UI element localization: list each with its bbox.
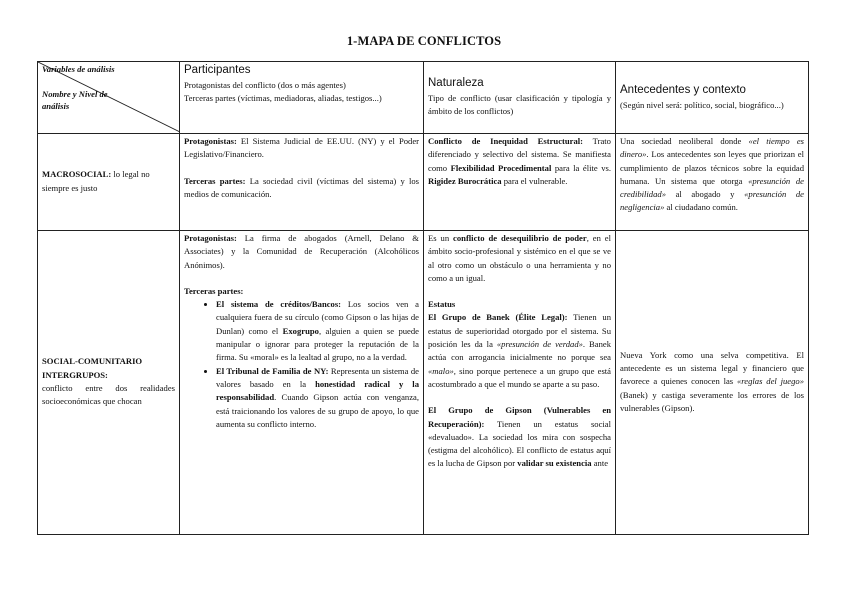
header-diagonal-cell bbox=[38, 62, 180, 134]
gipson-text-1: Tienen un estatus social «devaluado». La sociedad los mira con sospecha (estigma del alcohólico). El conflicto de estatus aquí es la lucha de Gipson por bbox=[428, 418, 611, 469]
b1-bold-2: Exogrupo bbox=[282, 325, 319, 336]
list-item bbox=[216, 365, 419, 431]
nat-text-2: para la élite vs. bbox=[551, 162, 611, 173]
social-ant-text-1: Nueva York como una selva competitiva. El antecedente es un sistema legal y financiero que favorece a quienes conocen las bbox=[620, 349, 804, 387]
list-item bbox=[216, 298, 419, 364]
macrosocial-label-bold: MACROSOCIAL: bbox=[42, 169, 112, 180]
terceras-label: Terceras partes: bbox=[184, 175, 246, 186]
social-nat-text-2: , en el ámbito socio-profesional y sistémico en el que se ve al otro como un obstáculo o una herramienta y no como a un igual. bbox=[428, 233, 612, 283]
ant-ital-1: «el tiempo es dinero» bbox=[620, 136, 804, 160]
banek-ital: «presunción de verdad» bbox=[496, 339, 583, 350]
participantes-line2: Terceras partes (víctimas, mediadoras, aliadas, testigos...) bbox=[184, 93, 382, 103]
social-row bbox=[38, 231, 809, 535]
conflict-map-table bbox=[37, 61, 809, 535]
naturaleza-sub: Tipo de conflicto (usar clasificación y tipología y ámbito de los conflictos) bbox=[428, 93, 611, 116]
social-nat-bold-1: conflicto de desequilibrio de poder bbox=[453, 233, 587, 243]
social-naturaleza bbox=[424, 231, 616, 535]
macrosocial-antecedentes bbox=[616, 134, 809, 231]
gipson-bold-2: validar su existencia bbox=[517, 458, 592, 469]
banek-text-3: , sino porque pertenece a un grupo que está acostumbrado a que el mundo se aparte a su paso. bbox=[428, 365, 611, 389]
banek-text-2: . Banek actúa con arrogancia inicialmente no porque sea bbox=[428, 339, 611, 363]
ant-ital-3: «presunción de negligencia» bbox=[620, 189, 804, 213]
banek-ital-2: «malo» bbox=[428, 365, 454, 376]
ant-text-1: Una sociedad neoliberal donde bbox=[620, 136, 749, 146]
ant-text-2: . Los antecedentes son leyes que priorizan el cumplimiento de plazos técnicos sobre la equidad humana. Un sistema que otorga bbox=[620, 149, 804, 186]
ant-text-4: al ciudadano común. bbox=[664, 202, 738, 213]
header-naturaleza bbox=[424, 62, 616, 134]
nat-text-3: para el vulnerable. bbox=[501, 175, 568, 186]
ant-text-3: al abogado y bbox=[666, 189, 745, 200]
b1-bold: El sistema de créditos/Bancos: bbox=[216, 299, 342, 310]
b1-text-1: Los socios ven a cualquiera fuera de su círculo (como Gipson o las hijas de Dunlan) como el bbox=[216, 299, 419, 336]
nat-text-1: Trato diferenciado y selectivo del sistema. Se manifiesta como bbox=[428, 136, 611, 173]
nombre-nivel-label: Nombre y Nivel de análisis bbox=[42, 89, 108, 111]
macrosocial-naturaleza bbox=[424, 134, 616, 231]
nat-bold-2: Flexibilidad Procedimental bbox=[450, 162, 552, 173]
status-label: Estatus bbox=[428, 299, 456, 310]
gipson-text-2: ante bbox=[591, 458, 609, 469]
header-antecedentes bbox=[616, 62, 809, 134]
terceras-text: La sociedad civil (víctimas del sistema) y los medios de comunicación. bbox=[184, 175, 419, 199]
header-participantes bbox=[180, 62, 424, 134]
variables-label: Variables de análisis bbox=[42, 64, 115, 74]
b2-bold-2: honestidad radical y la responsabilidad bbox=[216, 378, 419, 403]
antecedentes-sub: (Según nivel será: político, social, biográfico...) bbox=[620, 99, 784, 110]
nat-bold-3: Rigidez Burocrática bbox=[428, 175, 502, 186]
social-ant-text-2: (Banek) y castiga severamente los errores de los vulnerables (Gipson). bbox=[620, 389, 804, 413]
participantes-line1: Protagonistas del conflicto (dos o más agentes) bbox=[184, 80, 346, 90]
header-row bbox=[38, 62, 809, 134]
social-protagonistas-label: Protagonistas: bbox=[184, 233, 237, 243]
nat-bold-1: Conflicto de Inequidad Estructural: bbox=[428, 136, 584, 146]
participantes-title: Participantes bbox=[184, 64, 251, 76]
social-antecedentes bbox=[616, 231, 809, 535]
social-participantes bbox=[180, 231, 424, 535]
b2-bold: El Tribunal de Familia de NY: bbox=[216, 365, 329, 376]
protagonistas-text: El Sistema Judicial de EE.UU. (NY) y el Poder Legislativo/Financiero. bbox=[184, 136, 419, 160]
terceras-list bbox=[184, 298, 419, 431]
ant-ital-2: «presunción de credibilidad» bbox=[620, 175, 804, 200]
macrosocial-label-rest: lo legal no siempre es justo bbox=[42, 169, 150, 193]
banek-text-1: Tienen un estatus de superioridad otorgado por el sistema. Su posición les da la bbox=[428, 312, 611, 350]
macrosocial-label bbox=[38, 134, 180, 231]
social-label bbox=[38, 231, 180, 535]
banek-bold: El Grupo de Banek (Élite Legal): bbox=[428, 312, 568, 323]
b2-text-2: . Cuando Gipson actúa con venganza, está traicionando los valores de su grupo de apoyo, lo que aumenta su conflicto interno. bbox=[216, 392, 419, 429]
social-nat-text-1: Es un bbox=[428, 233, 454, 243]
b2-text-1: Representa un sistema de valores basado en la bbox=[216, 365, 419, 389]
macrosocial-participantes bbox=[180, 134, 424, 231]
social-protagonistas-text: La firma de abogados (Arnell, Delano & Associates) y la Comunidad de Recuperación (Alcohólicos Anónimos). bbox=[184, 233, 419, 270]
naturaleza-title: Naturaleza bbox=[428, 77, 484, 89]
social-terceras-label: Terceras partes: bbox=[184, 285, 244, 296]
social-ant-ital: «reglas del juego» bbox=[736, 376, 804, 387]
macrosocial-row bbox=[38, 134, 809, 231]
b1-text-2: , alguien a quien se puede manipular o ignorar para proteger la reputación de la firma. Su «moral» es la lealtad al grupo, no a la verdad. bbox=[216, 325, 419, 363]
protagonistas-label: Protagonistas: bbox=[184, 136, 237, 146]
social-label-bold: SOCIAL-COMUNITARIO INTERGRUPOS: bbox=[42, 356, 143, 380]
social-label-rest: conflicto entre dos realidades socioeconómicas que chocan bbox=[42, 383, 175, 407]
antecedentes-title: Antecedentes y contexto bbox=[620, 83, 746, 96]
page-title: 1-MAPA DE CONFLICTOS bbox=[346, 34, 502, 48]
gipson-bold: El Grupo de Gipson (Vulnerables en Recuperación): bbox=[428, 405, 611, 429]
